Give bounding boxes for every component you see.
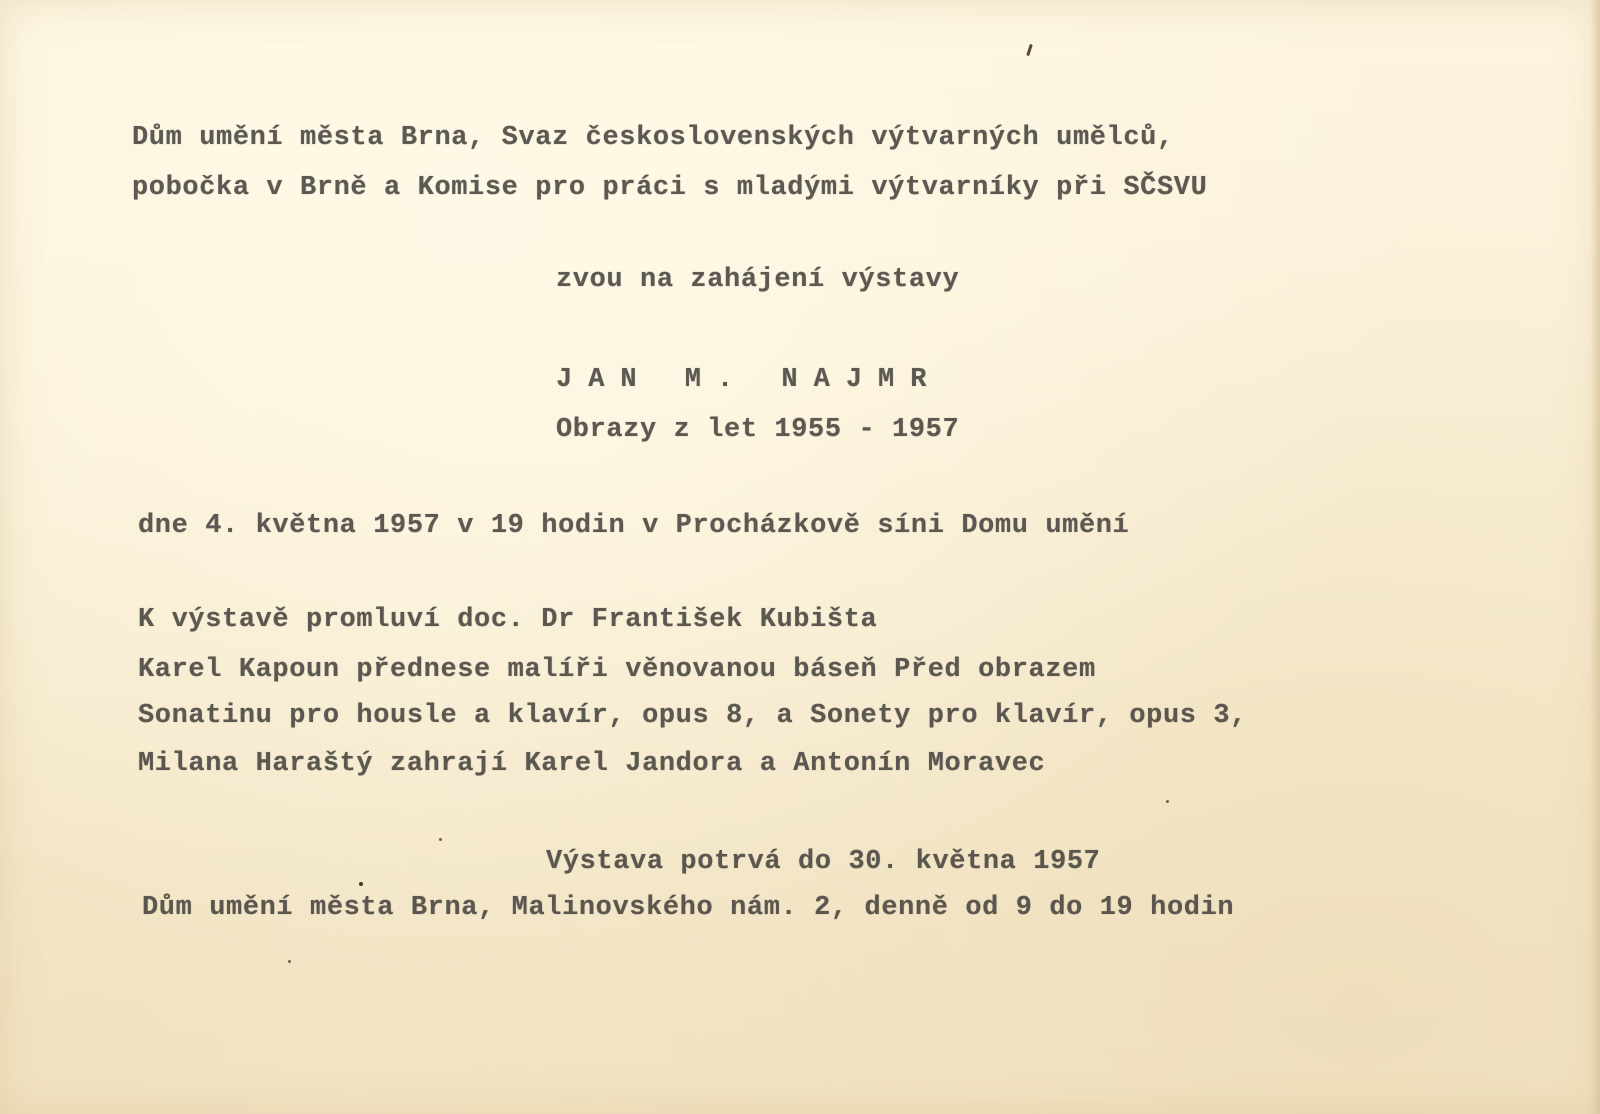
venue-and-hours: Dům umění města Brna, Malinovského nám. 2, denně od 9 do 19 hodin xyxy=(142,893,1235,923)
ink-mark xyxy=(1026,44,1033,56)
artist-name: JAN M. NAJMR xyxy=(556,365,943,395)
paper-edge-shadow xyxy=(1590,0,1600,1114)
program-line-4: Milana Haraštý zahrají Karel Jandora a Antonín Moravec xyxy=(138,749,1046,779)
exhibition-title: Obrazy z let 1955 - 1957 xyxy=(556,415,960,445)
program-line-3: Sonatinu pro housle a klavír, opus 8, a Sonety pro klavír, opus 3, xyxy=(138,701,1247,731)
ink-speck xyxy=(1166,800,1169,803)
header-line-2: pobočka v Brně a Komise pro práci s mladými výtvarníky při SČSVU xyxy=(132,173,1208,203)
program-line-2: Karel Kapoun přednese malíři věnovanou báseň Před obrazem xyxy=(138,655,1096,685)
ink-speck xyxy=(439,838,442,841)
ink-speck xyxy=(288,960,291,963)
opening-details: dne 4. května 1957 v 19 hodin v Procházkově síni Domu umění xyxy=(138,511,1130,541)
program-line-1: K výstavě promluví doc. Dr František Kubišta xyxy=(138,605,878,635)
ink-speck xyxy=(359,882,363,886)
exhibition-duration: Výstava potrvá do 30. května 1957 xyxy=(546,847,1101,877)
header-line-1: Dům umění města Brna, Svaz československých výtvarných umělců, xyxy=(132,123,1174,153)
invitation-line: zvou na zahájení výstavy xyxy=(556,265,960,295)
